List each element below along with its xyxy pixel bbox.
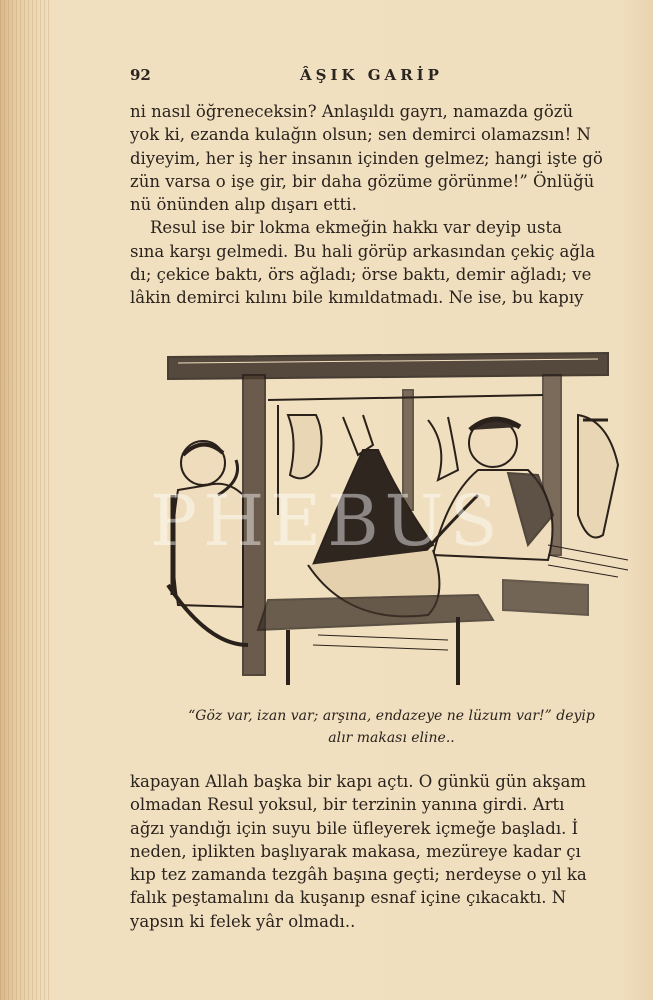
text-line: lâkin demirci kılını bile kımıldatmadı. Ne ise, bu kapıy xyxy=(130,288,584,308)
bottom-paragraph xyxy=(130,770,653,933)
text-line: ağzı yandığı için suyu bile üfleyerek içmeğe başladı. İ xyxy=(130,818,579,838)
text-line: ni nasıl öğreneceksin? Anlaşıldı gayrı, namazda gözü xyxy=(130,102,574,121)
text-line: nü önünden alıp dışarı etti. xyxy=(130,195,357,215)
running-title: ÂŞIK GARİP xyxy=(300,66,443,84)
text-line: falık peştamalını da kuşanıp esnaf içine çıkacaktı. N xyxy=(130,888,567,908)
page-number: 92 xyxy=(130,66,151,84)
text-line: Resul ise bir lokma ekmeğin hakkı var deyip usta xyxy=(150,218,562,238)
page-edge-texture xyxy=(0,0,50,1000)
watermark: PHEBUS xyxy=(150,480,504,562)
text-line: kapayan Allah başka bir kapı açtı. O günkü gün akşam xyxy=(130,772,587,791)
text-line: zün varsa o işe gir, bir daha gözüme görünme!” Önlüğü xyxy=(130,171,595,191)
text-line: olmadan Resul yoksul, bir terzinin yanına girdi. Artı xyxy=(130,795,565,815)
text-line: diyeyim, her iş her insanın içinden gelmez; hangi işte gö xyxy=(130,148,603,168)
text-line: kıp tez zamanda tezgâh başına geçti; nerdeyse o yıl ka xyxy=(130,865,587,885)
text-line: yok ki, ezanda kulağın olsun; sen demirci olamazsın! N xyxy=(130,125,591,145)
illustration-caption xyxy=(130,705,653,749)
text-line: neden, iplikten başlıyarak makasa, mezüreye kadar çı xyxy=(130,841,581,861)
top-paragraph xyxy=(130,100,653,310)
caption-line: alır makası eline.. xyxy=(328,730,455,746)
text-line: sına karşı gelmedi. Bu hali görüp arkasından çekiç ağla xyxy=(130,241,596,261)
text-line: dı; çekice baktı, örs ağladı; örse baktı, demir ağladı; ve xyxy=(130,265,592,285)
page-header xyxy=(130,66,650,88)
text-line: yapsın ki felek yâr olmadı.. xyxy=(130,911,356,931)
caption-line: “Göz var, izan var; arşına, endazeye ne lüzum var!” deyip xyxy=(188,708,595,724)
